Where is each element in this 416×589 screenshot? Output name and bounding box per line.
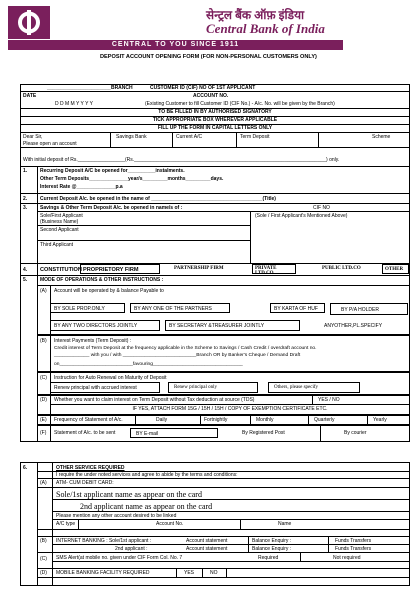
mode-c-label: (C): [40, 375, 47, 381]
acc-type-term[interactable]: Term Deposit: [240, 134, 270, 140]
ac-type-label[interactable]: A/C type: [56, 521, 76, 527]
freq-monthly[interactable]: Monthly: [256, 417, 274, 423]
mobile-banking-label: MOBILE BANKING FACILITY REQUIRED: [56, 570, 150, 576]
initial-deposit[interactable]: With initial deposit of Rs._________________(Rs._____________________________________________________________________) only.: [23, 157, 340, 163]
statement-email[interactable]: BY E-mail: [130, 428, 218, 438]
bank-name-hindi: सेन्ट्रल बैंक ऑफ़ इंडिया: [206, 8, 305, 22]
mode-secretary-treasurer[interactable]: BY SECRETARY &TREASURER JOINTLY: [165, 320, 300, 331]
mode-any-other[interactable]: ANYOTHER,PL.SPECIFY: [324, 323, 383, 329]
sms-not-required[interactable]: Not required: [333, 555, 361, 561]
cif-no-label: CIF NO: [313, 205, 330, 211]
form-title: DEPOSIT ACCOUNT OPENING FORM (FOR NON-PERSONAL CUSTOMERS ONLY): [100, 54, 317, 60]
dear-sir: Dear Sir,: [23, 134, 43, 140]
constitution-other[interactable]: OTHER: [382, 264, 409, 274]
mode-b-line2[interactable]: _____________ with you / with ___________________________Branch OR by Banker's Cheque / Demand Draft: [54, 353, 301, 358]
mode-c-title: Instruction for Auto Renewal on Maturity of Deposit: [54, 375, 167, 381]
mode-a-text: Account will be operated by & balance Payable to: [54, 288, 164, 294]
constitution-public[interactable]: PUBLIC LTD.CO: [322, 266, 361, 271]
section-2-num: 2.: [23, 196, 28, 202]
constitution-private[interactable]: PRIVATE LTD.CO: [252, 264, 296, 274]
sole-note: (Sole / First Applicant's Mentioned Above): [255, 213, 348, 219]
signatory-note: TO BE FILLED IN BY AUTHORISED SIGNATORY: [158, 109, 272, 115]
mobile-banking-yes[interactable]: YES: [184, 570, 195, 576]
tds-attach-note: IF YES, ATTACH FORM 15G / 15H / 15H / COPY OF EXEMPTION CERTIFICATE ETC.: [132, 406, 328, 412]
ib2-account-statement[interactable]: Account statement: [186, 546, 228, 552]
ib-balance-enquiry[interactable]: Balance Enquiry :: [252, 538, 292, 544]
atm-card-label: ATM- CUM DEBIT CARD:: [56, 480, 114, 486]
internet-banking-sole: INTERNET BANKING : Sole/1st applicant :: [56, 538, 152, 544]
link-note: Please mention any other account desired to be linked: [56, 513, 177, 519]
section-6-num: 6.: [23, 465, 28, 471]
date-format[interactable]: D D M M Y Y Y Y: [55, 101, 93, 107]
mode-any-partner[interactable]: BY ANY ONE OF THE PARTNERS: [130, 303, 230, 313]
third-applicant[interactable]: Third Applicant: [40, 242, 74, 248]
tagline-bar: [8, 40, 343, 50]
frequency-label: Frequency of Statement of A/c.: [54, 417, 123, 423]
section-6-a-label: (A): [40, 480, 47, 486]
mode-e-label: (E): [40, 417, 47, 423]
mode-b-title: Interest Payments (Term Deposit) :: [54, 338, 132, 344]
section-6-title: OTHER SERVICE REQUIRED: [56, 465, 125, 471]
mode-b-label: (B): [40, 338, 47, 344]
renew-with-interest[interactable]: Renew principal with accrued interest: [50, 382, 160, 393]
mode-d-text: Whether you want to claim interest on Term Deposit without Tax deduction at source (TDS): [54, 397, 255, 403]
ib-funds-transfer[interactable]: Funds Transfers: [335, 538, 372, 544]
tagline: CENTRAL TO YOU SINCE 1911: [111, 41, 240, 48]
freq-yearly[interactable]: Yearly: [373, 417, 387, 423]
current-deposit-line[interactable]: Current Deposit A/c. be opened in the name of ________________________________________(Title): [40, 196, 276, 202]
section-6-d-label: (D): [40, 570, 47, 576]
section-5-title: MODE OF OPERATIONS & OTHER INSTRUCTIONS :: [40, 277, 164, 283]
ib2-funds-transfer[interactable]: Funds Transfers: [335, 546, 372, 552]
mobile-banking-no[interactable]: NO: [210, 570, 218, 576]
constitution-proprietory[interactable]: PROPRIETORY FIRM: [80, 264, 160, 274]
mode-b-line3[interactable]: on___________________________favouring_________________________________: [54, 362, 243, 367]
sole-first-applicant[interactable]: Sole/First Applicant: [40, 213, 83, 219]
mode-f-label: (F): [40, 430, 47, 436]
link-name[interactable]: Name: [278, 521, 292, 527]
date-label: DATE: [23, 93, 37, 99]
freq-daily[interactable]: Daily: [156, 417, 168, 423]
section-6-c-label: (C): [40, 556, 47, 562]
sms-required[interactable]: Required: [258, 555, 279, 561]
tick-note: TICK APPROPRIATE BOX WHEREVER APPLICABLE: [152, 117, 278, 123]
ib2-balance-enquiry[interactable]: Balance Enquiry :: [252, 546, 292, 552]
section-5-num: 5.: [23, 277, 28, 283]
business-name: (Business Name): [40, 219, 79, 225]
ib-account-statement[interactable]: Account statement: [186, 538, 228, 544]
statement-courier[interactable]: By courier: [344, 430, 367, 436]
section-4-num: 4.: [23, 267, 28, 273]
mode-pa-holder[interactable]: BY P/A HOLDER: [330, 303, 408, 315]
mode-b-line1: Credit interest of Term Deposit at the frequency applicable in the Scheme to Savings / Cash Credit / overdraft account no.: [54, 346, 317, 351]
renew-principal-only[interactable]: Renew principal only: [168, 382, 258, 393]
branch-field[interactable]: _______________________BRANCH: [47, 85, 133, 91]
statement-registered-post[interactable]: By Registered Post: [242, 430, 285, 436]
sms-alert-label: SMS Alert(at mobile no. given under CIF Form Col. No. 7: [56, 555, 183, 561]
freq-quarterly[interactable]: Quarterly: [314, 417, 335, 423]
renew-others[interactable]: Others, please specify: [268, 382, 360, 393]
second-card-name[interactable]: 2nd applicant name as appear on the card: [80, 502, 213, 511]
internet-banking-second: 2nd applicant :: [115, 546, 148, 552]
acc-type-scheme[interactable]: Scheme: [372, 134, 391, 140]
sole-card-name[interactable]: Sole/1st applicant name as appear on the card: [56, 490, 202, 499]
capital-note: FILL UP THE FORM IN CAPITAL LETTERS ONLY: [157, 125, 273, 131]
tds-yes-no[interactable]: YES / NO: [318, 397, 340, 403]
existing-note: (Existing Customer to fill Customer ID (CIF No.) - A/c. No. will be given by the Branch): [145, 101, 335, 107]
bank-logo: [8, 6, 50, 39]
second-applicant[interactable]: Second Applicant: [40, 227, 79, 233]
header-banner: [58, 6, 358, 39]
section-3-num: 3.: [23, 205, 28, 211]
otd-line[interactable]: Other Term Deposits______________year/s_________months_________days.: [40, 176, 224, 182]
mode-sole-prop[interactable]: BY SOLE PROP.ONLY: [50, 303, 125, 313]
rd-line[interactable]: Recurring Deposit A/C be opened for__________instalments.: [40, 168, 185, 174]
constitution-label: CONSTITUTION: [40, 267, 82, 273]
acc-type-savings[interactable]: Savings Bank: [116, 134, 147, 140]
mode-two-directors[interactable]: BY ANY TWO DIRECTORS JOINTLY: [50, 320, 160, 331]
interest-rate-line[interactable]: Interest Rate @______________p.a: [40, 184, 123, 190]
savings-names-line: Savings & Other Term Deposit A/c. be opened in name/s of :: [40, 205, 183, 211]
cif-label: CUSTOMER ID (CIF) NO OF 1ST APPLICANT: [150, 85, 256, 91]
mode-karta-huf[interactable]: BY KARTA OF HUF: [270, 303, 325, 313]
account-no-label: ACCOUNT NO.: [193, 93, 229, 99]
acc-type-current[interactable]: Current A/C: [176, 134, 203, 140]
mode-a-label: (A): [40, 288, 47, 294]
section-1-num: 1.: [23, 168, 28, 174]
please-open: Please open an account: [23, 141, 77, 147]
bank-name: Central Bank of India: [206, 21, 325, 36]
statement-label: Statement of A/c. to be sent: [54, 430, 116, 436]
mode-d-label: (D): [40, 397, 47, 403]
freq-fortnightly[interactable]: Fortnightly: [204, 417, 228, 423]
section-6-b-label: (B): [40, 538, 47, 544]
section-6-note: I require the under noted services and agree to abide by the terms and conditions:: [56, 472, 238, 478]
link-account-no[interactable]: Account No.: [156, 521, 184, 527]
constitution-partnership[interactable]: PARTNERSHIP FIRM: [174, 266, 224, 271]
